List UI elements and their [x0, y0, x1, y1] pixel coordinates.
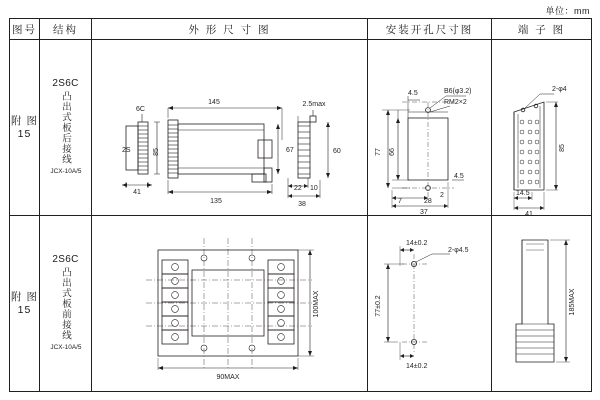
row1-cutout-drawing — [368, 40, 492, 216]
dim-base-a: 22 — [294, 185, 302, 192]
row2-structure-desc: 凸出式板前接线 — [60, 266, 71, 340]
cut-width-1: 7 — [398, 198, 402, 205]
header-terminal: 端 子 图 — [492, 19, 592, 40]
row2-outline-drawing — [92, 216, 368, 392]
cut2-hole-note: 2-φ4.5 — [448, 247, 469, 254]
row1-structure-series: JCX-10A/5 — [49, 167, 82, 175]
term2-height: 185MAX — [569, 288, 576, 316]
row1-terminal-drawing — [492, 40, 592, 216]
row2-outline-cell — [92, 216, 368, 392]
header-fig-no: 图号 — [10, 19, 40, 40]
cut-width-3: 2 — [440, 192, 444, 199]
dim-height-front: 60 — [333, 148, 341, 155]
cut-thread-note: RM2×2 — [444, 99, 467, 106]
row1-outline-cell — [92, 40, 368, 216]
dim-height-side: 85 — [153, 148, 160, 156]
unit-note: 单位：mm — [545, 6, 590, 16]
row1-cutout-cell — [368, 40, 492, 216]
row1-outline-drawing — [92, 40, 368, 216]
row1-fig-no: 附 图 15 — [11, 114, 38, 140]
row2-structure-cell — [40, 216, 92, 392]
dim-width-total: 145 — [208, 99, 220, 106]
header-structure: 结构 — [40, 19, 92, 40]
header-panel-cutout: 安装开孔尺寸图 — [368, 19, 492, 40]
cut-height-2: 66 — [389, 148, 396, 156]
row1-structure-cell — [40, 40, 92, 216]
row2-fig-no: 附 图 15 — [11, 290, 38, 316]
table-header-row — [10, 19, 592, 40]
row2-terminal-cell — [492, 216, 592, 392]
dim-height-body: 67 — [286, 147, 294, 154]
row2-fig-no-cell — [10, 216, 40, 392]
dimension-table — [9, 18, 592, 392]
cut-height-1: 77 — [375, 148, 382, 156]
cut2-pitch-h: 14±0.2 — [406, 240, 428, 247]
dim-pin-len: 2.5max — [302, 101, 326, 108]
dim-width-body: 135 — [210, 198, 222, 205]
row2-cutout-drawing — [368, 216, 492, 392]
row1-structure-code: 2S6C — [52, 77, 79, 89]
table-row — [10, 216, 592, 392]
term-width-1: 14.5 — [516, 190, 530, 197]
cut2-pitch-h2: 14±0.2 — [406, 363, 428, 370]
header-outline-dims: 外 形 尺 寸 图 — [92, 19, 368, 40]
dim-depth-flange: 41 — [133, 189, 141, 196]
row2-cutout-cell — [368, 216, 492, 392]
term-hole-note: 2-φ4 — [552, 86, 567, 93]
term-height: 85 — [559, 144, 566, 152]
cut-bottom-gap: 4.5 — [454, 173, 464, 180]
dim-width-max: 90MAX — [216, 374, 240, 381]
cut2-pitch-v: 77±0.2 — [375, 295, 382, 317]
dim-height-max: 100MAX — [313, 290, 320, 318]
row1-structure-desc: 凸出式板后接线 — [60, 90, 71, 164]
dim-base-c: 38 — [298, 201, 306, 208]
term-width-2: 41 — [525, 211, 533, 216]
cut-top-gap: 4.5 — [408, 90, 418, 97]
row1-terminal-cell — [492, 40, 592, 216]
row2-structure-series: JCX-10A/5 — [49, 343, 82, 351]
row2-structure-code: 2S6C — [52, 253, 79, 265]
row2-terminal-drawing — [492, 216, 592, 392]
cut-width-2: 28 — [424, 198, 432, 205]
dim-flange-thk: 2S — [122, 147, 131, 154]
cut-width-total: 37 — [420, 209, 428, 216]
table-row — [10, 40, 592, 216]
cut-screw-note: Β6(φ3.2) — [444, 88, 472, 95]
row1-fig-no-cell — [10, 40, 40, 216]
dim-base-b: 10 — [310, 185, 318, 192]
dim-notch: 6C — [136, 106, 145, 113]
